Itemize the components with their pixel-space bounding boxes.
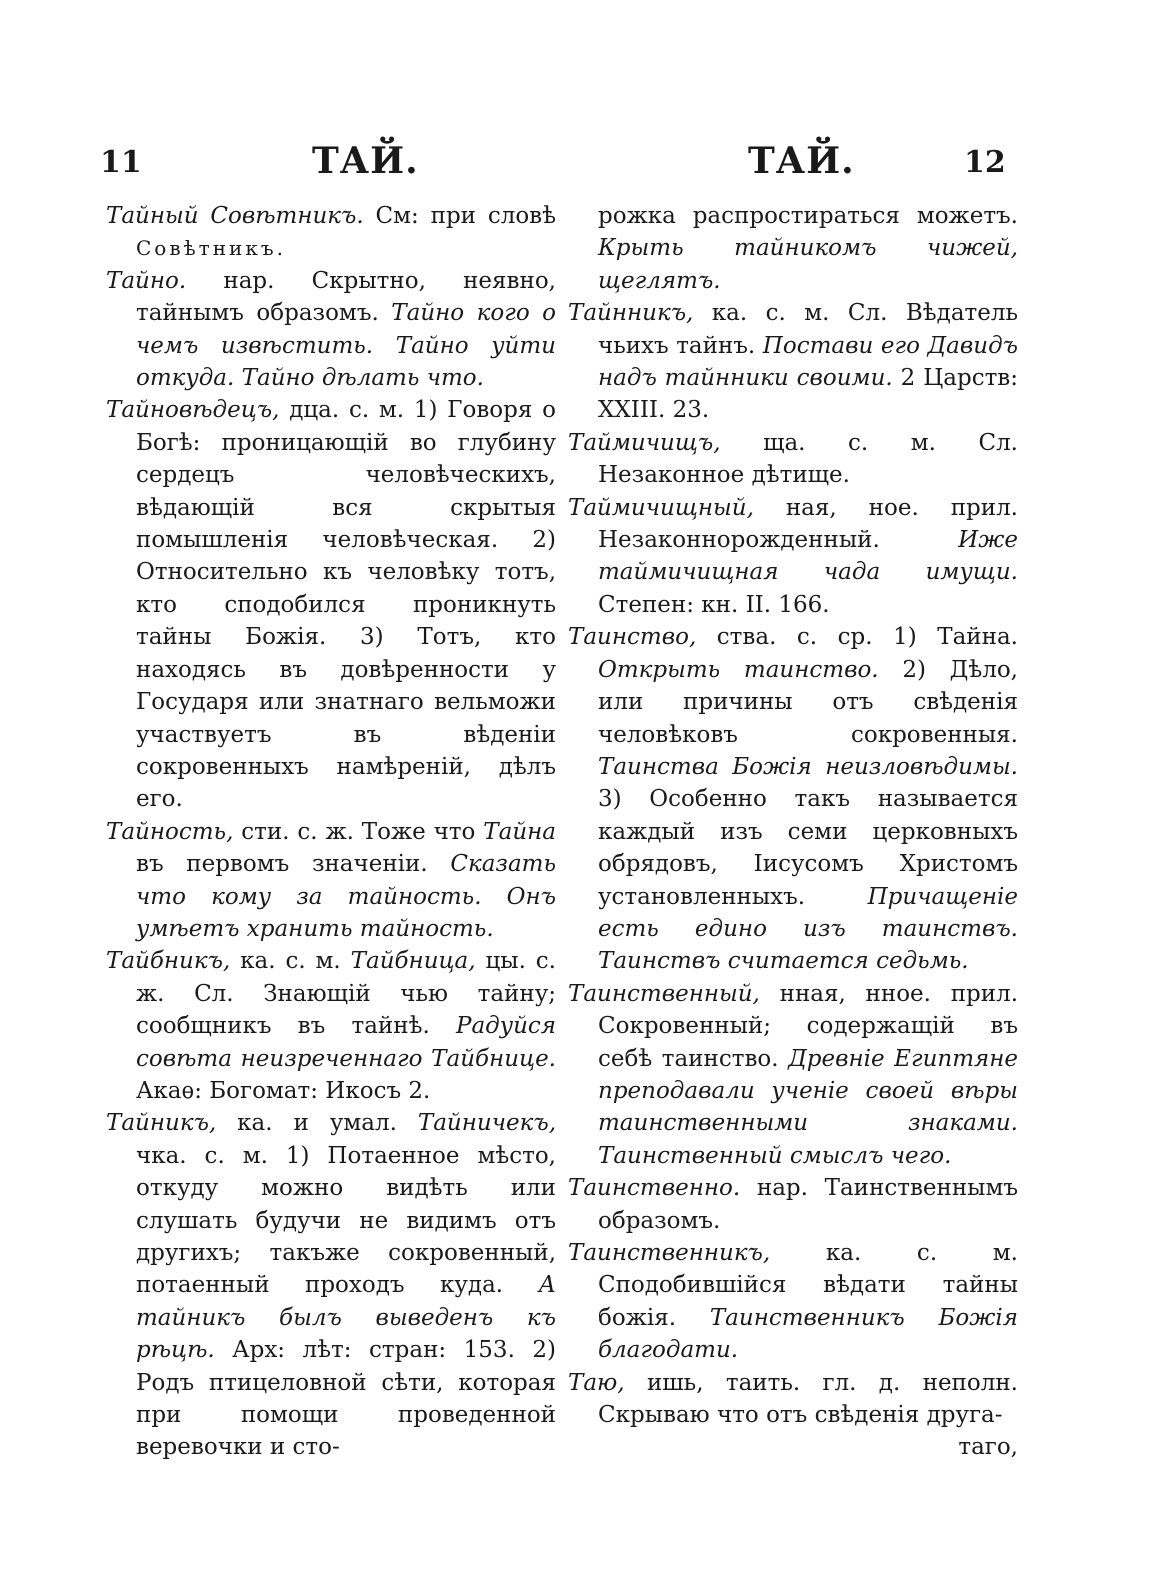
dictionary-entry	[568, 978, 1018, 1172]
headword: Таймичищъ,	[568, 429, 721, 456]
citation: Степен: кн. II. 166.	[598, 591, 830, 618]
dictionary-entry	[106, 816, 556, 946]
entry-text: ка. с. м.	[230, 948, 351, 975]
entry-text: ка. с. м. Сподобившійся вѣдати тайны божія.	[598, 1240, 1018, 1331]
usage-example: Таинственникъ Божія благодати.	[598, 1304, 1019, 1364]
dictionary-entry	[106, 394, 556, 815]
headword: Тайность,	[106, 818, 234, 845]
headword: Тайнникъ,	[568, 300, 694, 327]
entry-text: въ первомъ значеніи.	[136, 851, 451, 878]
dictionary-entry	[106, 1107, 556, 1463]
entry-text: нар. Скрытно, неявно, тайнымъ образомъ.	[136, 267, 556, 327]
entry-text: нар. Таинственнымъ образомъ.	[598, 1175, 1018, 1234]
dictionary-entry	[106, 265, 556, 395]
page-number-right: 12	[964, 145, 1006, 180]
citation: Арх: лѣт: стран: 153. 2) Родъ птицеловной сѣти, которая при помощи проведенной веревочки и сто-	[136, 1337, 556, 1461]
headword: Таймичищный,	[568, 494, 754, 521]
headword: Тайникъ,	[106, 1110, 217, 1137]
running-head-right: ТАЙ.	[748, 140, 855, 182]
headword-variant: Тайничекъ,	[417, 1110, 556, 1137]
usage-example: Таинства Божія неизловѣдимы.	[598, 753, 1018, 780]
right-column	[568, 200, 1018, 1464]
headword: Таинственно.	[568, 1175, 741, 1202]
usage-example: А тайникъ былъ выведенъ къ рѣцѣ.	[136, 1272, 556, 1364]
headword: Тайный Совѣтникъ.	[106, 203, 364, 229]
citation: 2 Царств: XXIII. 23.	[598, 365, 1018, 424]
entry-text: ка. и умал.	[216, 1110, 418, 1137]
entry-text: 3) Особенно такъ называется каждый изъ семи церковныхъ обрядовъ, Іисусомъ Христомъ установленныхъ.	[598, 786, 1018, 910]
usage-example: Тайно кого о чемъ извѣстить. Тайно уйти откуда. Тайно дѣлать что.	[136, 300, 557, 392]
entry-text: сти. с. ж. Тоже что	[233, 818, 484, 845]
dictionary-entry	[568, 1237, 1018, 1367]
entry-text: ная, ное. прил. Незаконнорожденный.	[598, 494, 1018, 554]
entry-text: 2) Дѣло, или причины отъ свѣденія человѣковъ сокровенныя.	[598, 656, 1018, 748]
dictionary-entry	[568, 492, 1018, 622]
usage-example: Причащеніе есть едино изъ таинствъ. Таинствъ считается седьмь.	[598, 883, 1018, 975]
entry-text: дца. с. м. 1) Говоря о Богѣ: проницающій во глубину сердецъ человѣческихъ, вѣдающій вся скрытыя помышленія человѣческая. 2) Относительно къ человѣку тотъ, кто сподобился проникнуть тайны Божія. 3) Тотъ, кто находясь въ довѣренности у Государя или знатнаго вельможи участвуетъ въ вѣденіи сокровенныхъ намѣреній, дѣлъ его.	[136, 397, 556, 813]
headword-variant: Тайбница,	[350, 948, 476, 975]
dictionary-entry	[106, 200, 556, 265]
dictionary-entry	[568, 621, 1018, 977]
catchword: таго,	[958, 1434, 1018, 1461]
headword: Тайно.	[106, 267, 187, 294]
headword: Тайбникъ,	[106, 948, 231, 975]
cross-reference: Совѣтникъ.	[136, 236, 286, 261]
entry-text: цы. с. ж. Сл. Знающій чью тайну; сообщникъ въ тайнѣ.	[136, 948, 556, 1040]
usage-example: Иже таймичищная чада имущи.	[598, 527, 1018, 586]
entry-text: рожка распростиратьcя можетъ.	[598, 203, 1018, 229]
entry-text: ка. с. м. Сл. Вѣдатель чьихъ тайнъ.	[598, 300, 1018, 359]
dictionary-entry	[568, 297, 1018, 427]
headword: Таю,	[568, 1369, 625, 1396]
left-column	[106, 200, 556, 1464]
cross-reference: Тайна	[483, 818, 556, 845]
entry-text: См: при словѣ	[363, 203, 556, 229]
usage-example: Сказать что кому за тайность. Онъ умѣетъ хранить тайность.	[136, 851, 556, 942]
usage-example: Древніе Египтяне преподавали ученіе своей вѣры таинственными знаками. Таинственный смыслъ чего.	[598, 1045, 1019, 1169]
dictionary-entry	[568, 1367, 1018, 1432]
usage-example: Крыть тайникомъ чижей, щеглятъ.	[598, 235, 1018, 294]
usage-example: Радуйся совѣта неизреченнаго Тайбнице.	[136, 1013, 556, 1072]
headword: Тайновѣдецъ,	[106, 397, 280, 424]
usage-example: Открыть таинство.	[598, 656, 879, 683]
headword: Таинственный,	[568, 980, 760, 1007]
entry-text: нная, нное. прил. Сокровенный; содержащій въ себѣ таинство.	[598, 980, 1018, 1072]
entry-text: чка. с. м. 1) Потаенное мѣсто, откуду можно видѣть или слушать будучи не видимъ отъ другихъ; такъже сокровенный, потаенный проходъ куда.	[136, 1142, 556, 1299]
entry-text: ишь, таить. гл. д. неполн. Скрываю что отъ свѣденія друга-	[598, 1369, 1018, 1429]
page-number-left: 11	[100, 145, 142, 180]
usage-example: Постави его Давидъ надъ тайнники своими.	[598, 332, 1018, 392]
dictionary-entry	[568, 427, 1018, 492]
dictionary-entry-continuation	[568, 200, 1018, 297]
dictionary-entry	[106, 945, 556, 1107]
citation: Акаѳ: Богомат: Икосъ 2.	[136, 1077, 431, 1104]
headword: Таинство,	[568, 624, 697, 651]
entry-text: ща. с. м. Сл. Незаконное дѣтище.	[598, 429, 1018, 489]
headword: Таинственникъ,	[568, 1240, 771, 1266]
running-head-left: ТАЙ.	[312, 140, 419, 182]
entry-text: ства. с. ср. 1) Тайна.	[696, 624, 1018, 651]
dictionary-entry	[568, 1172, 1018, 1237]
